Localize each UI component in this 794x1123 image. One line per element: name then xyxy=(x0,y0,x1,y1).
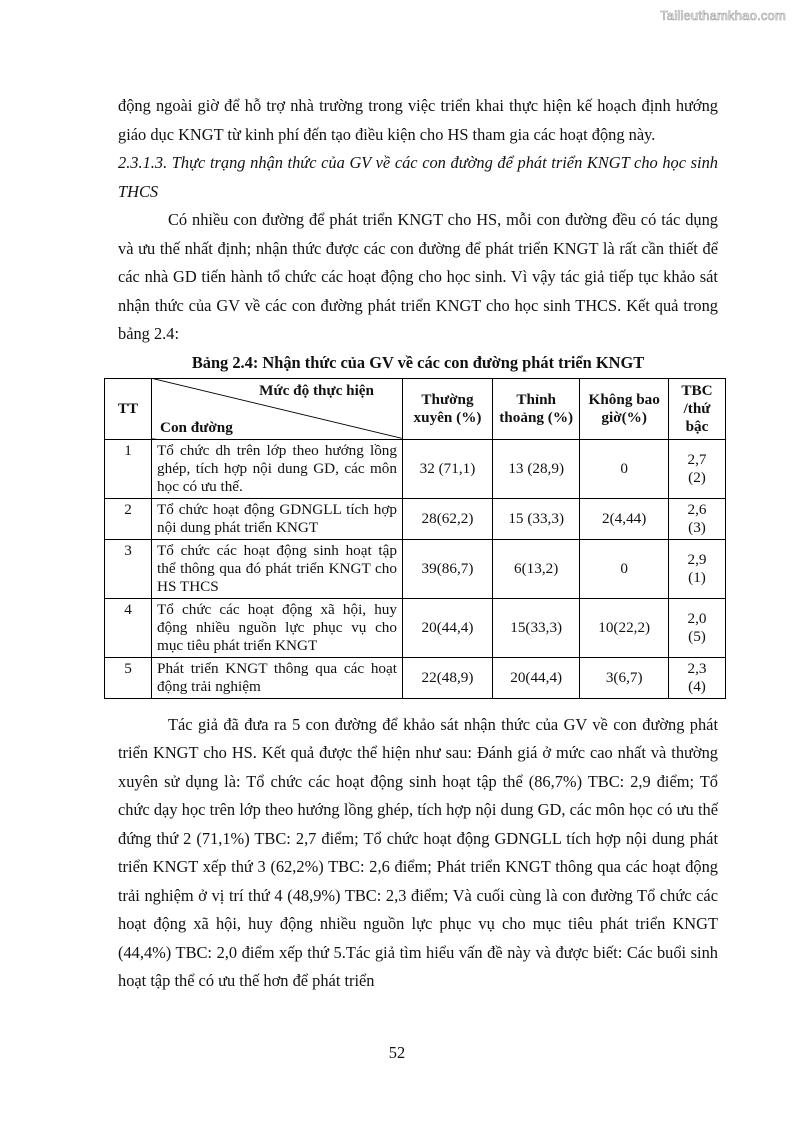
survey-table xyxy=(104,378,726,699)
row-sometimes: 13 (28,9) xyxy=(492,439,579,498)
header-diagonal-cell xyxy=(152,378,403,439)
row-often: 39(86,7) xyxy=(403,539,493,598)
row-path: Tổ chức dh trên lớp theo hướng lồng ghép, tích hợp nội dung GD, các môn học có ưu thế. xyxy=(152,439,403,498)
row-tt: 4 xyxy=(105,598,152,657)
paragraph-2: Tác giả đã đưa ra 5 con đường để khảo sát nhận thức của GV về con đường phát triển KNGT cho HS. Kết quả được thể hiện như sau: Đánh giá ở mức cao nhất và thường xuyên sử dụng là: Tổ chức các hoạt động sinh hoạt tập thể (86,7%) TBC: 2,9 điểm; Tổ chức dạy học trên lớp theo hướng lồng ghép, tích hợp nội dung GD, các môn học có ưu thế đứng thứ 2 (71,1%) TBC: 2,7 điểm; Tổ chức hoạt động GDNGLL tích hợp nội dung phát triển KNGT xếp thứ 3 (62,2%) TBC: 2,6 điểm; Phát triển KNGT thông qua các hoạt động trải nghiệm ở vị trí thứ 4 (48,9%) TBC: 2,3 điểm; Và cuối cùng là con đường Tổ chức các hoạt động xã hội, huy động nhiều nguồn lực phục vụ cho mục tiêu phát triển KNGT (44,4%) TBC: 2,0 điểm xếp thứ 5.Tác giả tìm hiểu vấn đề này và được biết: Các buổi sinh hoạt tập thể có ưu thế hơn để phát triển xyxy=(118,714,718,990)
header-path: Con đường xyxy=(160,418,233,436)
row-often: 28(62,2) xyxy=(403,498,493,539)
row-sometimes: 15(33,3) xyxy=(492,598,579,657)
row-rank: (1) xyxy=(688,568,706,586)
row-path: Tổ chức các hoạt động xã hội, huy động nhiều nguồn lực phục vụ cho mục tiêu phát triển KNGT xyxy=(152,598,403,657)
row-often: 22(48,9) xyxy=(403,657,493,698)
header-tbc: TBC /thứ bậc xyxy=(669,378,726,439)
row-never: 3(6,7) xyxy=(580,657,669,698)
row-path: Tổ chức hoạt động GDNGLL tích hợp nội dung phát triển KNGT xyxy=(152,498,403,539)
table-row xyxy=(105,657,726,698)
table-row xyxy=(105,598,726,657)
row-tbc xyxy=(669,657,726,698)
section-heading: 2.3.1.3. Thực trạng nhận thức của GV về các con đường để phát triển KNGT cho học sinh THCS xyxy=(118,153,718,201)
watermark: Tailieuthamkhao.com xyxy=(660,8,786,23)
row-never: 2(4,44) xyxy=(580,498,669,539)
row-rank: (4) xyxy=(688,677,706,695)
header-tt: TT xyxy=(105,378,152,439)
row-sometimes: 6(13,2) xyxy=(492,539,579,598)
row-rank: (2) xyxy=(688,468,706,486)
header-level: Mức độ thực hiện xyxy=(259,381,374,399)
page-content xyxy=(118,92,718,996)
page-number: 52 xyxy=(388,1043,406,1062)
header-often: Thường xuyên (%) xyxy=(403,378,493,439)
row-tbc xyxy=(669,439,726,498)
row-tbc-score: 2,0 xyxy=(687,609,707,627)
intro-paragraph: động ngoài giờ để hỗ trợ nhà trường trong việc triển khai thực hiện kế hoạch định hướng giáo dục KNGT từ kinh phí đến tạo điều kiện cho HS tham gia các hoạt động này. xyxy=(118,96,718,144)
row-tbc xyxy=(669,539,726,598)
header-never: Không bao giờ(%) xyxy=(580,378,669,439)
row-never: 0 xyxy=(580,439,669,498)
table-header-row xyxy=(105,378,726,439)
row-never: 10(22,2) xyxy=(580,598,669,657)
row-often: 20(44,4) xyxy=(403,598,493,657)
table-caption: Bảng 2.4: Nhận thức của GV về các con đường phát triển KNGT xyxy=(191,352,645,372)
row-rank: (5) xyxy=(688,627,706,645)
row-sometimes: 15 (33,3) xyxy=(492,498,579,539)
row-tbc xyxy=(669,498,726,539)
table-row xyxy=(105,439,726,498)
row-tt: 3 xyxy=(105,539,152,598)
row-often: 32 (71,1) xyxy=(403,439,493,498)
row-tt: 2 xyxy=(105,498,152,539)
row-rank: (3) xyxy=(688,518,706,536)
header-sometimes: Thỉnh thoảng (%) xyxy=(492,378,579,439)
table-row xyxy=(105,539,726,598)
row-path: Tổ chức các hoạt động sinh hoạt tập thể thông qua đó phát triển KNGT cho HS THCS xyxy=(152,539,403,598)
row-path: Phát triển KNGT thông qua các hoạt động trải nghiệm xyxy=(152,657,403,698)
row-tbc xyxy=(669,598,726,657)
row-tbc-score: 2,9 xyxy=(687,550,707,568)
paragraph-1: Có nhiều con đường để phát triển KNGT cho HS, mỗi con đường đều có tác dụng và ưu thế nhất định; nhận thức được các con đường để phát triển KNGT là rất cần thiết để các nhà GD tiến hành tổ chức các hoạt động cho học sinh. Vì vậy tác giả tiếp tục khảo sát nhận thức của GV về các con đường phát triển KNGT cho học sinh THCS. Kết quả trong bảng 2.4: xyxy=(118,210,718,343)
row-tt: 5 xyxy=(105,657,152,698)
row-tbc-score: 2,6 xyxy=(687,500,707,518)
row-tbc-score: 2,7 xyxy=(687,450,707,468)
row-sometimes: 20(44,4) xyxy=(492,657,579,698)
row-tbc-score: 2,3 xyxy=(687,659,707,677)
row-tt: 1 xyxy=(105,439,152,498)
row-never: 0 xyxy=(580,539,669,598)
table-row xyxy=(105,498,726,539)
